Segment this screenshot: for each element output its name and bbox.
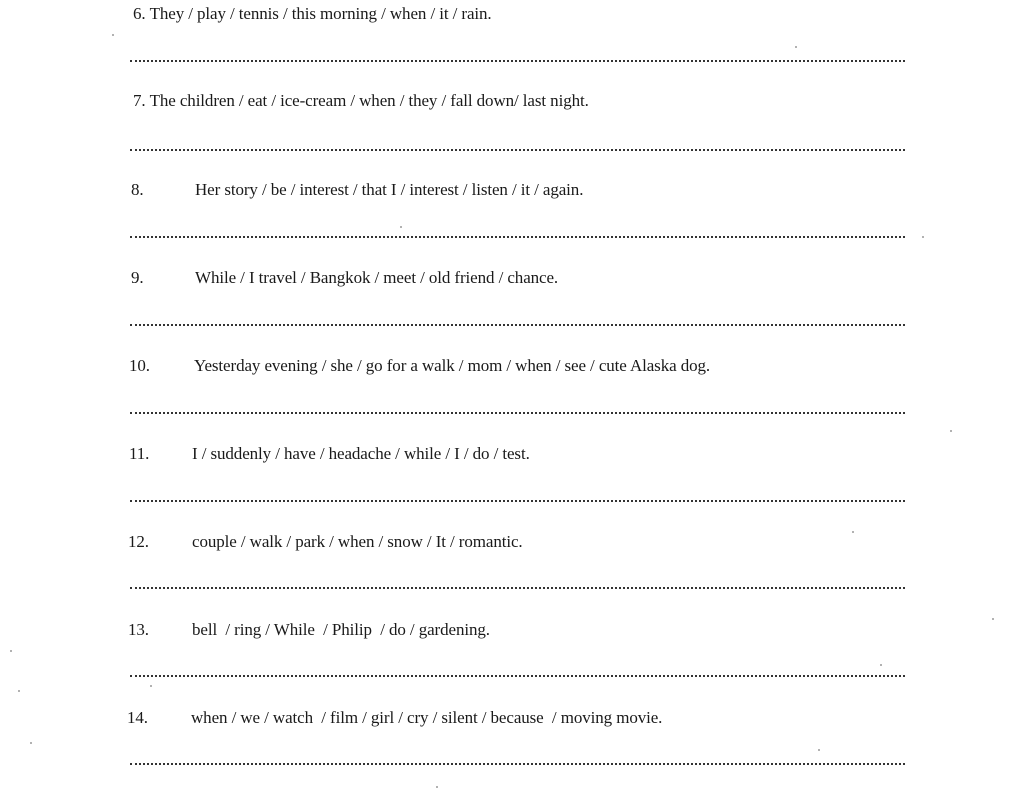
answer-line[interactable] (130, 60, 905, 62)
scan-speck (400, 226, 402, 228)
item-number: 13. (128, 620, 149, 639)
answer-line[interactable] (130, 324, 905, 326)
answer-line[interactable] (130, 763, 905, 765)
item-number: 10. (129, 356, 150, 375)
answer-line[interactable] (130, 236, 905, 238)
item-text: I / suddenly / have / headache / while / I / do / test. (192, 444, 530, 463)
item-text: when / we / watch / film / girl / cry / silent / because / moving movie. (191, 708, 663, 727)
exercise-prompt (133, 3, 492, 25)
item-text: Her story / be / interest / that I / interest / listen / it / again. (195, 180, 584, 199)
item-text: They / play / tennis / this morning / when / it / rain. (149, 4, 492, 23)
scan-speck (950, 430, 952, 432)
item-number: 7. (133, 91, 146, 110)
item-text: Yesterday evening / she / go for a walk / mom / when / see / cute Alaska dog. (194, 356, 711, 375)
scan-speck (18, 690, 20, 692)
item-text: couple / walk / park / when / snow / It / romantic. (192, 532, 523, 551)
scan-speck (436, 786, 438, 788)
item-number: 11. (129, 444, 150, 463)
item-number: 12. (128, 532, 149, 551)
answer-line[interactable] (130, 149, 905, 151)
item-number: 9. (131, 268, 144, 287)
answer-line[interactable] (130, 587, 905, 589)
scan-speck (10, 650, 12, 652)
scan-speck (112, 34, 114, 36)
answer-line[interactable] (130, 675, 905, 677)
scan-speck (992, 618, 994, 620)
scan-speck (818, 749, 820, 751)
item-number: 6. (133, 4, 146, 23)
scan-speck (795, 46, 797, 48)
item-number: 8. (131, 180, 144, 199)
scan-speck (852, 531, 854, 533)
item-text: bell / ring / While / Philip / do / gardening. (192, 620, 490, 639)
scan-speck (922, 236, 924, 238)
answer-line[interactable] (130, 412, 905, 414)
scan-speck (880, 664, 882, 666)
scan-speck (30, 742, 32, 744)
exercise-prompt (133, 90, 589, 112)
answer-line[interactable] (130, 500, 905, 502)
item-text: While / I travel / Bangkok / meet / old friend / chance. (195, 268, 559, 287)
item-text: The children / eat / ice-cream / when / they / fall down/ last night. (149, 91, 589, 110)
item-number: 14. (127, 708, 148, 727)
scan-speck (150, 685, 152, 687)
